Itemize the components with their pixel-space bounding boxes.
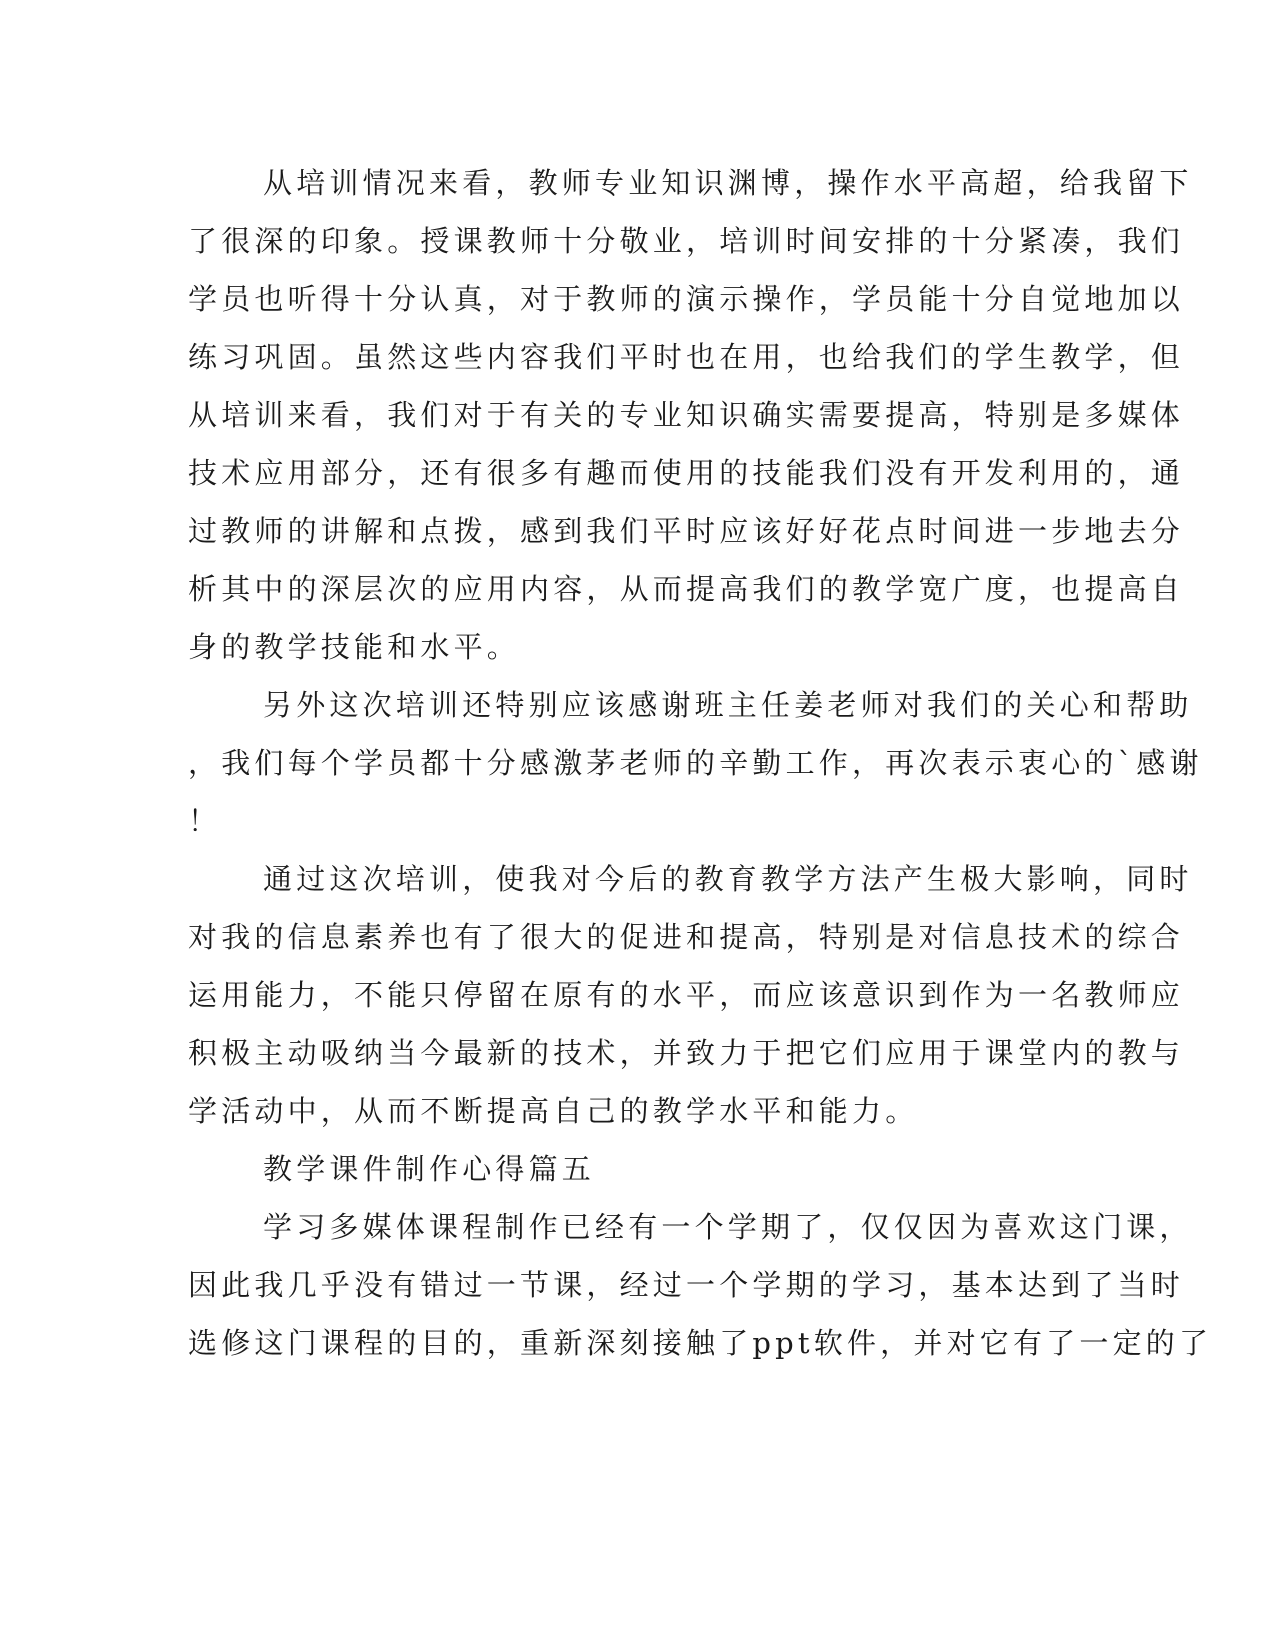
text-line: 练习巩固。虽然这些内容我们平时也在用，也给我们的学生教学，但 — [188, 340, 1185, 374]
text-line: 另外这次培训还特别应该感谢班主任姜老师对我们的关心和帮助 — [263, 688, 1193, 722]
text-line: 因此我几乎没有错过一节课，经过一个学期的学习，基本达到了当时 — [188, 1268, 1185, 1302]
text-line: 对我的信息素养也有了很大的促进和提高，特别是对信息技术的综合 — [188, 920, 1185, 954]
text-line: 学活动中，从而不断提高自己的教学水平和能力。 — [188, 1094, 919, 1128]
text-line: 运用能力，不能只停留在原有的水平，而应该意识到作为一名教师应 — [188, 978, 1185, 1012]
text-line: 技术应用部分，还有很多有趣而使用的技能我们没有开发利用的，通 — [188, 456, 1185, 490]
text-line: 过教师的讲解和点拨，感到我们平时应该好好花点时间进一步地去分 — [188, 514, 1185, 548]
text-line: 学员也听得十分认真，对于教师的演示操作，学员能十分自觉地加以 — [188, 282, 1185, 316]
section-heading: 教学课件制作心得篇五 — [263, 1152, 596, 1186]
text-line: 从培训情况来看，教师专业知识渊博，操作水平高超，给我留下 — [263, 166, 1193, 200]
text-line: 了很深的印象。授课教师十分敬业，培训时间安排的十分紧凑，我们 — [188, 224, 1185, 258]
text-line: 学习多媒体课程制作已经有一个学期了，仅仅因为喜欢这门课， — [263, 1210, 1193, 1244]
text-line: 选修这门课程的目的，重新深刻接触了ppt软件，并对它有了一定的了 — [188, 1326, 1213, 1360]
text-line: 通过这次培训，使我对今后的教育教学方法产生极大影响，同时 — [263, 862, 1193, 896]
text-line: 身的教学技能和水平。 — [188, 630, 521, 664]
text-line: 析其中的深层次的应用内容，从而提高我们的教学宽广度，也提高自 — [188, 572, 1185, 606]
text-line: ，我们每个学员都十分感激茅老师的辛勤工作，再次表示衷心的`感谢 — [188, 746, 1203, 780]
text-line: 积极主动吸纳当今最新的技术，并致力于把它们应用于课堂内的教与 — [188, 1036, 1185, 1070]
text-line: ！ — [188, 804, 222, 838]
text-line: 从培训来看，我们对于有关的专业知识确实需要提高，特别是多媒体 — [188, 398, 1185, 432]
